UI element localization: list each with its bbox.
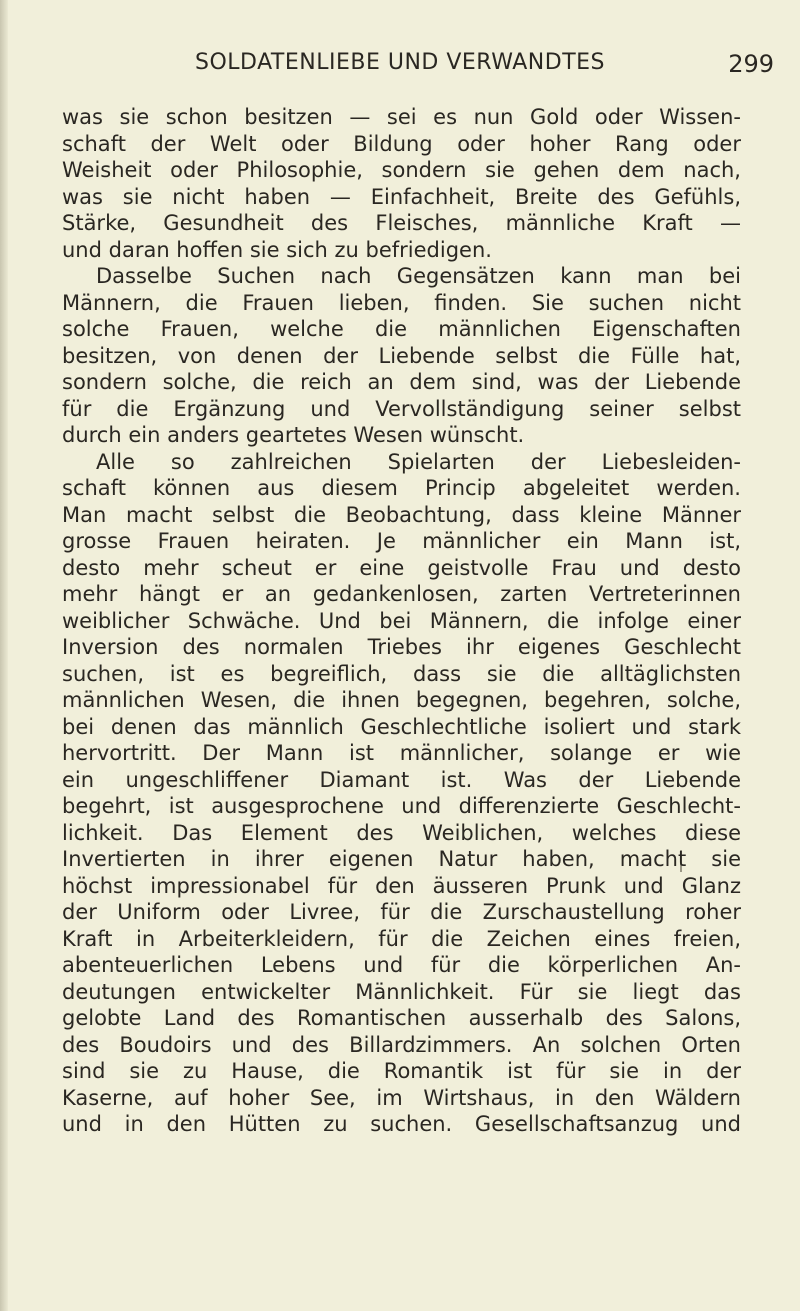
text-line: ein ungeschliffener Diamant ist. Was der Liebende [62,767,741,792]
text-line: was sie nicht haben — Einfachheit, Breite des Gefühls, [62,184,741,209]
text-line: Inversion des normalen Triebes ihr eigenes Geschlecht [62,635,741,659]
page-edge [0,0,8,1311]
text-line: sondern solche, die reich an dem sind, was der Liebende [62,370,741,394]
text-line: männlichen Wesen, die ihnen begegnen, begehren, solche, [62,688,741,712]
text-line: abenteuerlichen Lebens und für die körperlichen An- [62,953,741,977]
text-line: gelobte Land des Romantischen ausserhalb des Salons, [62,1006,741,1030]
text-line: des Boudoirs und des Billardzimmers. An solchen Orten [62,1032,741,1057]
text-line: Stärke, Gesundheit des Fleisches, männliche Kraft — [62,211,741,235]
text-line: hervortritt. Der Mann ist männlicher, solange er wie [62,741,741,765]
text-line: durch ein anders geartetes Wesen wünscht. [62,423,525,447]
text-line: lichkeit. Das Element des Weiblichen, welches diese [62,820,741,845]
text-body [62,104,741,1138]
text-line: Kraft in Arbeiterkleidern, für die Zeichen eines freien, [62,926,741,951]
text-line: deutungen entwickelter Männlichkeit. Für sie liegt das [62,979,741,1004]
text-line: sind sie zu Hause, die Romantik ist für sie in der [62,1059,741,1083]
text-line: weiblicher Schwäche. Und bei Männern, die infolge einer [62,608,741,633]
text-line: besitzen, von denen der Liebende selbst die Fülle hat, [62,343,741,368]
text-line: solche Frauen, welche die männlichen Eigenschaften [62,317,741,341]
text-line: Alle so zahlreichen Spielarten der Liebesleiden- [96,449,741,474]
text-line: Kaserne, auf hoher See, im Wirtshaus, in den Wäldern [62,1085,741,1110]
text-line: Invertierten in ihrer eigenen Natur haben, macht sie [62,847,741,871]
running-head: SOLDATENLIEBE UND VERWANDTES [195,50,605,75]
text-line: der Uniform oder Livree, für die Zurschaustellung roher [62,900,741,924]
text-line: Man macht selbst die Beobachtung, dass kleine Männer [62,502,741,527]
page-number: 299 [728,50,774,78]
text-line: schaft der Welt oder Bildung oder hoher Rang oder [62,131,741,156]
text-line: mehr hängt er an gedankenlosen, zarten Vertreterinnen [62,582,741,606]
text-line: bei denen das männlich Geschlechtliche isoliert und stark [62,714,741,739]
text-line: Weisheit oder Philosophie, sondern sie gehen dem nach, [62,158,741,182]
text-line: Männern, die Frauen lieben, finden. Sie suchen nicht [62,290,741,315]
text-line: grosse Frauen heiraten. Je männlicher ein Mann ist, [62,529,741,553]
text-line: was sie schon besitzen — sei es nun Gold oder Wissen- [62,105,741,129]
text-line: und daran hoffen sie sich zu befriedigen. [62,237,492,262]
text-line: und in den Hütten zu suchen. Gesellschaftsanzug und [62,1112,741,1136]
text-line: schaft können aus diesem Princip abgeleitet werden. [62,476,741,500]
text-line: begehrt, ist ausgesprochene und differenzierte Geschlecht- [62,794,741,818]
text-line: höchst impressionabel für den äusseren Prunk und Glanz [62,873,741,898]
text-line: Dasselbe Suchen nach Gegensätzen kann man bei [96,264,741,288]
text-line: für die Ergänzung und Vervollständigung seiner selbst [62,396,741,421]
text-line: suchen, ist es begreiflich, dass sie die alltäglichsten [62,661,741,686]
text-line: desto mehr scheut er eine geistvolle Frau und desto [62,555,741,580]
